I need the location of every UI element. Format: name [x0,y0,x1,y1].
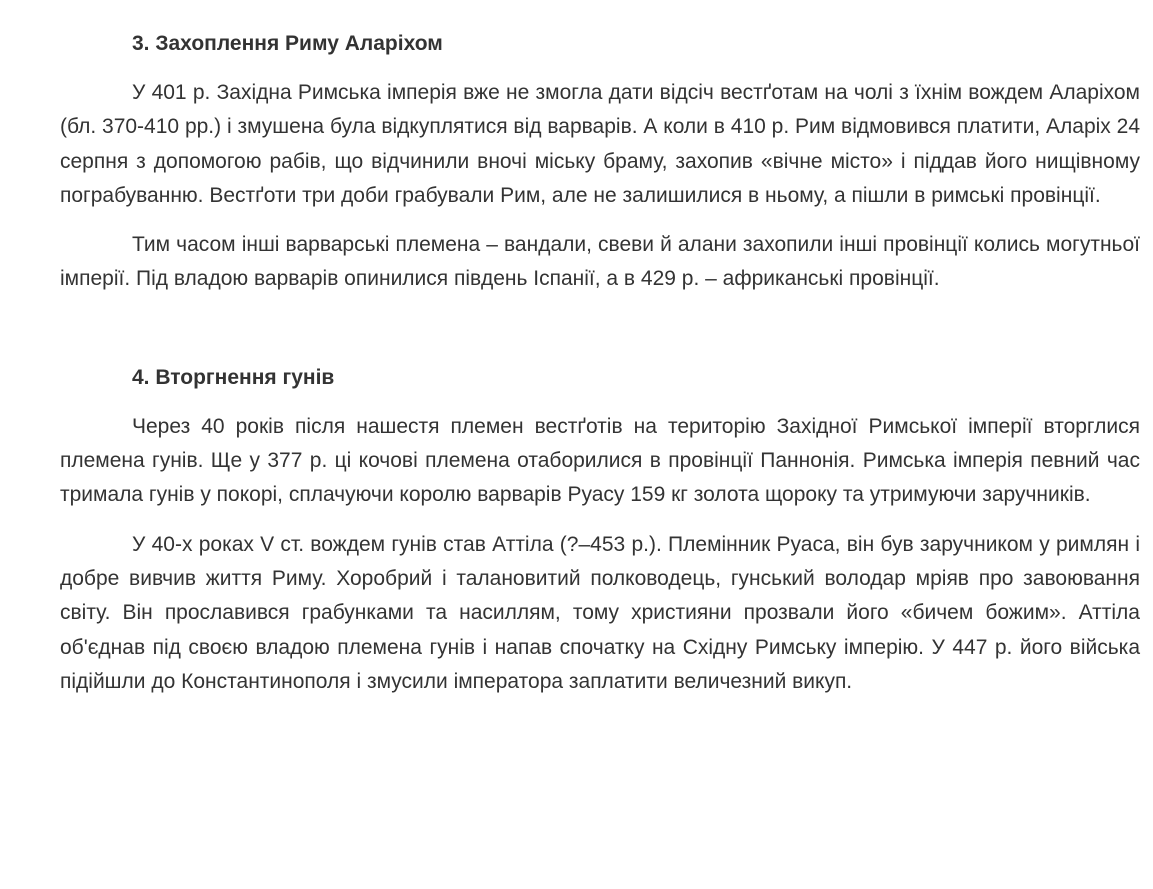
paragraph: У 40-х роках V ст. вождем гунів став Аттіла (?–453 р.). Племінник Руаса, він був заручником у римлян і добре вивчив життя Риму. Хоробрий і талановитий полководець, гунський володар мріяв про завоювання світу. Він прославився грабунками та насиллям, тому християни прозвали його «бичем божим». Аттіла об'єднав під своєю владою племена гунів і напав спочатку на Східну Римську імперію. У 447 р. його війська підійшли до Константинополя і змусили імператора заплатити величезний викуп. [60,532,1140,693]
section-heading-alaric: 3. Захоплення Риму Аларіхом [132,32,443,55]
paragraph: Тим часом інші варварські племена – вандали, свеви й алани захопили інші провінції колись могутньої імперії. Під владою варварів опинилися південь Іспанії, а в 429 р. – африканські провінції. [60,233,1140,291]
section-heading-huns: 4. Вторгнення гунів [132,365,335,389]
paragraph: У 401 р. Західна Римська імперія вже не змогла дати відсіч вестґотам на чолі з їхнім вождем Аларіхом (бл. 370-410 рр.) і змушена була відкуплятися від варварів. А коли в 410 р. Рим відмовився платити, Аларіх 24 серпня з допомогою рабів, що відчинили вночі міську браму, захопив «вічне місто» і піддав його нищівному пограбуванню. Вестґоти три доби грабували Рим, але не залишилися в ньому, а пішли в римські провінції. [60,81,1140,207]
paragraph: Через 40 років після нашестя племен вестґотів на територію Західної Римської імперії вторглися племена гунів. Ще у 377 р. ці кочові племена отаборилися в провінції Паннонія. Римська імперія певний час тримала гунів у покорі, сплачуючи королю варварів Руасу 159 кг золота щороку та утримуючи заручників. [60,414,1140,507]
